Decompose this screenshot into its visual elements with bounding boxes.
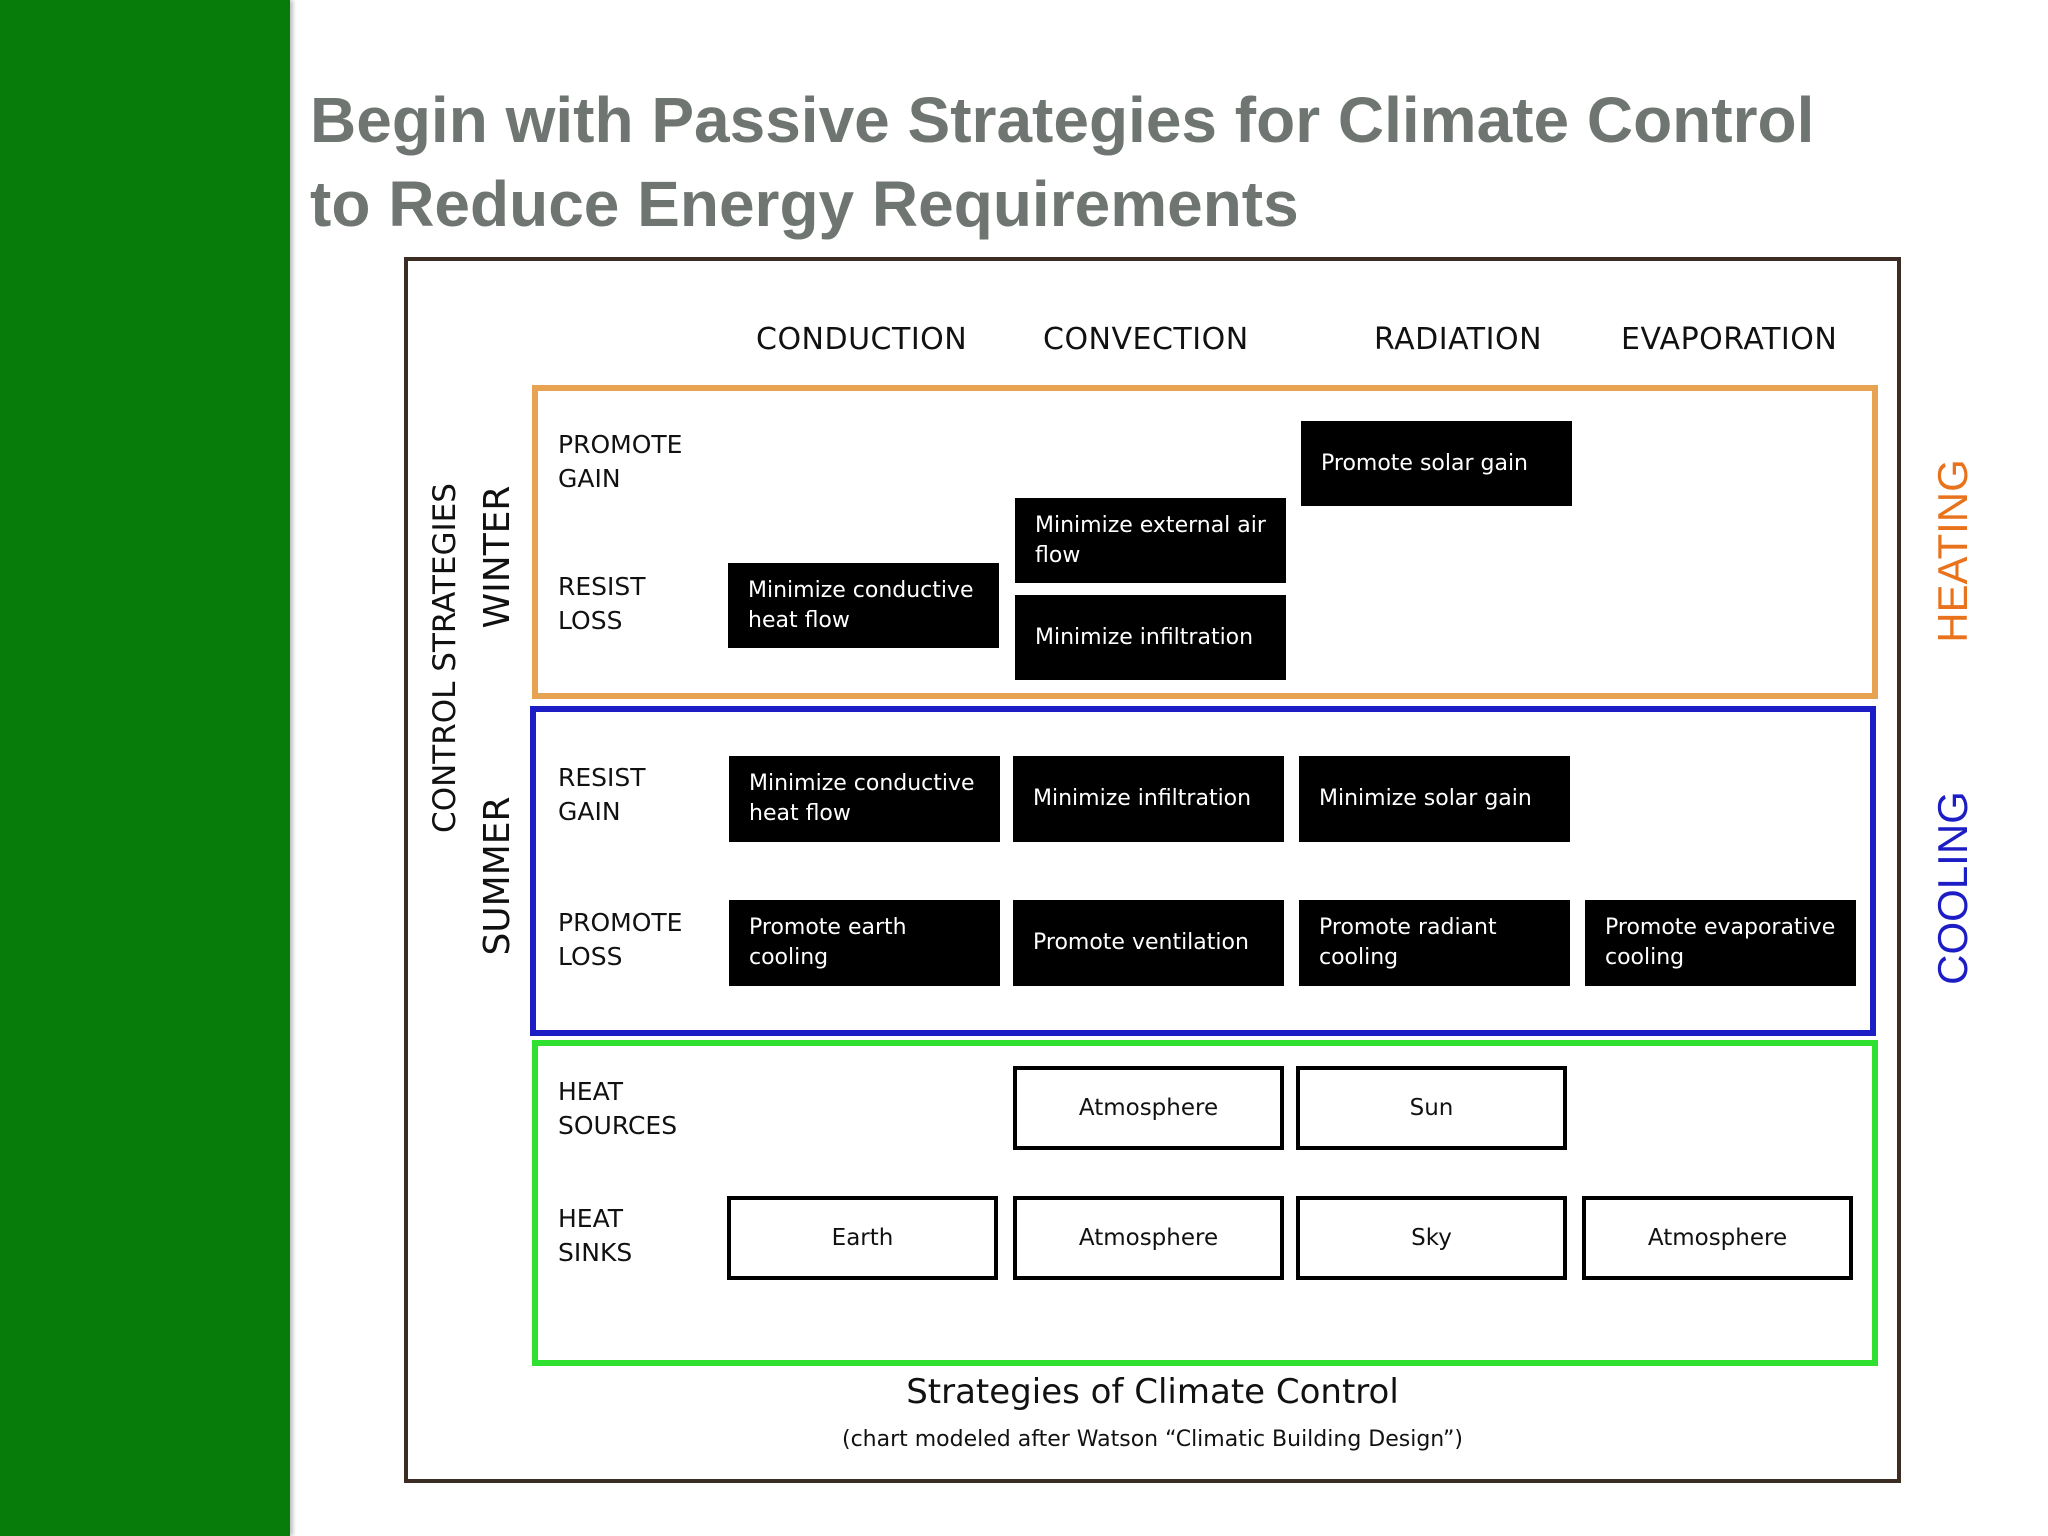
row-label-heat-sinks [558,1202,632,1270]
strategy-promote-evaporative-cooling: Promote evaporative cooling [1585,900,1856,986]
row-label-line: HEAT [558,1204,624,1233]
heat-sink-sky: Sky [1296,1196,1567,1280]
winter-label: WINTER [477,485,518,629]
heat-sink-atmosphere-evaporation: Atmosphere [1582,1196,1853,1280]
row-label-line: SOURCES [558,1111,678,1140]
heat-sink-atmosphere-convection: Atmosphere [1013,1196,1284,1280]
row-label-winter-promote-gain [558,428,682,496]
row-label-line: GAIN [558,464,621,493]
diagram-caption-source: (chart modeled after Watson “Climatic Building Design”) [841,1427,1464,1452]
slide-title-line-1: Begin with Passive Strategies for Climate Control [310,84,1815,156]
column-header-evaporation: EVAPORATION [1621,322,1838,357]
row-label-heat-sources [558,1075,677,1143]
summer-label: SUMMER [477,796,518,956]
strategy-minimize-conductive-heat-flow-summer: Minimize conductive heat flow [729,756,1000,842]
row-label-summer-resist-gain [558,761,646,829]
row-label-line: PROMOTE [558,430,683,459]
row-label-line: PROMOTE [558,908,683,937]
cooling-label: COOLING [1929,791,1976,985]
row-label-winter-resist-loss [558,570,646,638]
strategy-promote-earth-cooling: Promote earth cooling [729,900,1000,986]
strategy-promote-ventilation: Promote ventilation [1013,900,1284,986]
heat-source-atmosphere: Atmosphere [1013,1066,1284,1150]
slide-title [310,78,2010,246]
slide-title-line-2: to Reduce Energy Requirements [310,168,1299,240]
column-header-convection: CONVECTION [1043,322,1249,357]
green-sidebar [0,0,290,1536]
row-label-line: LOSS [558,606,623,635]
strategy-promote-radiant-cooling: Promote radiant cooling [1299,900,1570,986]
control-strategies-label: CONTROL STRATEGIES [427,483,463,833]
strategy-minimize-solar-gain: Minimize solar gain [1299,756,1570,842]
strategy-minimize-external-air-flow: Minimize external air flow [1015,498,1286,583]
row-label-summer-promote-loss [558,906,682,974]
row-label-line: RESIST [558,763,646,792]
strategy-minimize-infiltration-summer: Minimize infiltration [1013,756,1284,842]
column-header-radiation: RADIATION [1374,322,1543,357]
strategy-promote-solar-gain: Promote solar gain [1301,421,1572,506]
heat-source-sun: Sun [1296,1066,1567,1150]
row-label-line: GAIN [558,797,621,826]
row-label-line: SINKS [558,1238,633,1267]
strategy-minimize-conductive-heat-flow-winter: Minimize conductive heat flow [728,563,999,648]
strategy-minimize-infiltration-winter: Minimize infiltration [1015,595,1286,680]
row-label-line: HEAT [558,1077,624,1106]
row-label-line: LOSS [558,942,623,971]
row-label-line: RESIST [558,572,646,601]
heat-sink-earth: Earth [727,1196,998,1280]
column-header-conduction: CONDUCTION [756,322,968,357]
heating-label: HEATING [1929,459,1976,643]
diagram-caption-title: Strategies of Climate Control [906,1372,1399,1412]
